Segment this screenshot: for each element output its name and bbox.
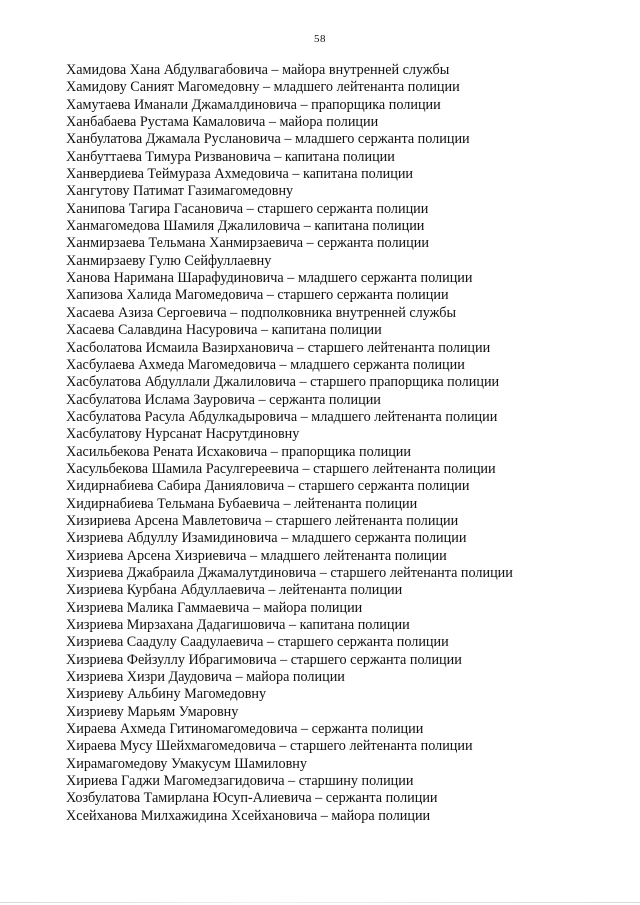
list-item: Хизриева Курбана Абдуллаевича – лейтенанта полиции: [66, 582, 403, 599]
list-item: Ханмирзаева Тельмана Ханмирзаевича – сержанта полиции: [66, 235, 429, 252]
list-item: Хизриева Малика Гаммаевича – майора полиции: [66, 599, 363, 616]
list-item: Хизриева Абдуллу Изамидиновича – младшего сержанта полиции: [66, 530, 467, 547]
list-item: Хизриева Джабраила Джамалутдиновича – старшего лейтенанта полиции: [66, 564, 513, 581]
list-item: Хасболатова Исмаила Вазирхановича – старшего лейтенанта полиции: [66, 339, 491, 356]
list-item: Хамидова Хана Абдулвагабовича – майора внутренней службы: [66, 62, 450, 78]
list-item: Хираева Ахмеда Гитиномагомедовича – сержанта полиции: [66, 721, 424, 738]
list-item: Ханбабаева Рустама Камаловича – майора полиции: [66, 114, 379, 131]
list-item: Ханбуттаева Тимура Ризвановича – капитана полиции: [66, 148, 395, 165]
list-item: Хириева Гаджи Магомедзагидовича – старшину полиции: [66, 773, 414, 790]
list-item: Хапизова Халида Магомедовича – старшего сержанта полиции: [66, 287, 449, 304]
list-item: Хасбулатову Нурсанат Насрутдиновну: [66, 426, 300, 443]
list-item: Хидирнабиева Сабира Данияловича – старшего сержанта полиции: [66, 478, 470, 495]
list-item: Хамутаева Иманали Джамалдиновича – прапорщика полиции: [66, 96, 441, 113]
list-item: Хасбулатова Абдуллали Джалиловича – старшего прапорщика полиции: [66, 374, 500, 391]
list-item: Хасбулаева Ахмеда Магомедовича – младшего сержанта полиции: [66, 356, 465, 373]
list-item: Ханвердиева Теймураза Ахмедовича – капитана полиции: [66, 166, 414, 183]
list-item: Хасаева Салавдина Насуровича – капитана полиции: [66, 322, 382, 339]
list-item: Хизриеву Марьям Умаровну: [66, 703, 239, 720]
list-item: Хасбулатова Ислама Зауровича – сержанта полиции: [66, 391, 381, 408]
list-item: Ханбулатова Джамала Руслановича – младшего сержанта полиции: [66, 131, 470, 148]
list-item: Ханмирзаеву Гулю Сейфуллаевну: [66, 252, 272, 269]
page-number: 58: [314, 33, 326, 45]
list-item: Хсейханова Милхажидина Хсейхановича – майора полиции: [66, 807, 431, 824]
list-item: Хангутову Патимат Газимагомедовну: [66, 183, 294, 200]
list-item: Хасбулатова Расула Абдулкадыровича – младшего лейтенанта полиции: [66, 408, 498, 425]
list-item: Ханипова Тагира Гасановича – старшего сержанта полиции: [66, 200, 429, 217]
list-item: Ханова Наримана Шарафудиновича – младшего сержанта полиции: [66, 270, 473, 287]
list-item: Хизириева Арсена Мавлетовича – старшего лейтенанта полиции: [66, 512, 459, 529]
list-item: Хизриева Саадулу Саадулаевича – старшего сержанта полиции: [66, 634, 449, 651]
list-item: Хизриева Фейзуллу Ибрагимовича – старшего сержанта полиции: [66, 651, 462, 668]
list-item: Хизриева Мирзахана Дадагишовича – капитана полиции: [66, 617, 410, 633]
list-item: Хозбулатова Тамирлана Юсуп-Алиевича – сержанта полиции: [66, 790, 438, 807]
scan-edge-line: [0, 902, 640, 903]
list-item: Хасульбекова Шамила Расулгереевича – старшего лейтенанта полиции: [66, 460, 496, 477]
list-item: Хираева Мусу Шейхмагомедовича – старшего лейтенанта полиции: [66, 738, 473, 755]
list-item: Хасаева Азиза Сергоевича – подполковника внутренней службы: [66, 304, 456, 321]
list-item: Хидирнабиева Тельмана Бубаевича – лейтенанта полиции: [66, 495, 418, 512]
list-item: Хизриева Арсена Хизриевича – младшего лейтенанта полиции: [66, 547, 447, 564]
list-item: Хасильбекова Рената Исхаковича – прапорщика полиции: [66, 443, 411, 460]
award-recipient-list: [66, 62, 513, 825]
list-item: Хизриева Хизри Даудовича – майора полиции: [66, 669, 345, 686]
list-item: Хирамагомедову Умакусум Шамиловну: [66, 755, 307, 772]
list-item: Хамидову Саният Магомедовну – младшего лейтенанта полиции: [66, 79, 460, 96]
list-item: Хизриеву Альбину Магомедовну: [66, 686, 267, 703]
list-item: Ханмагомедова Шамиля Джалиловича – капитана полиции: [66, 218, 425, 235]
